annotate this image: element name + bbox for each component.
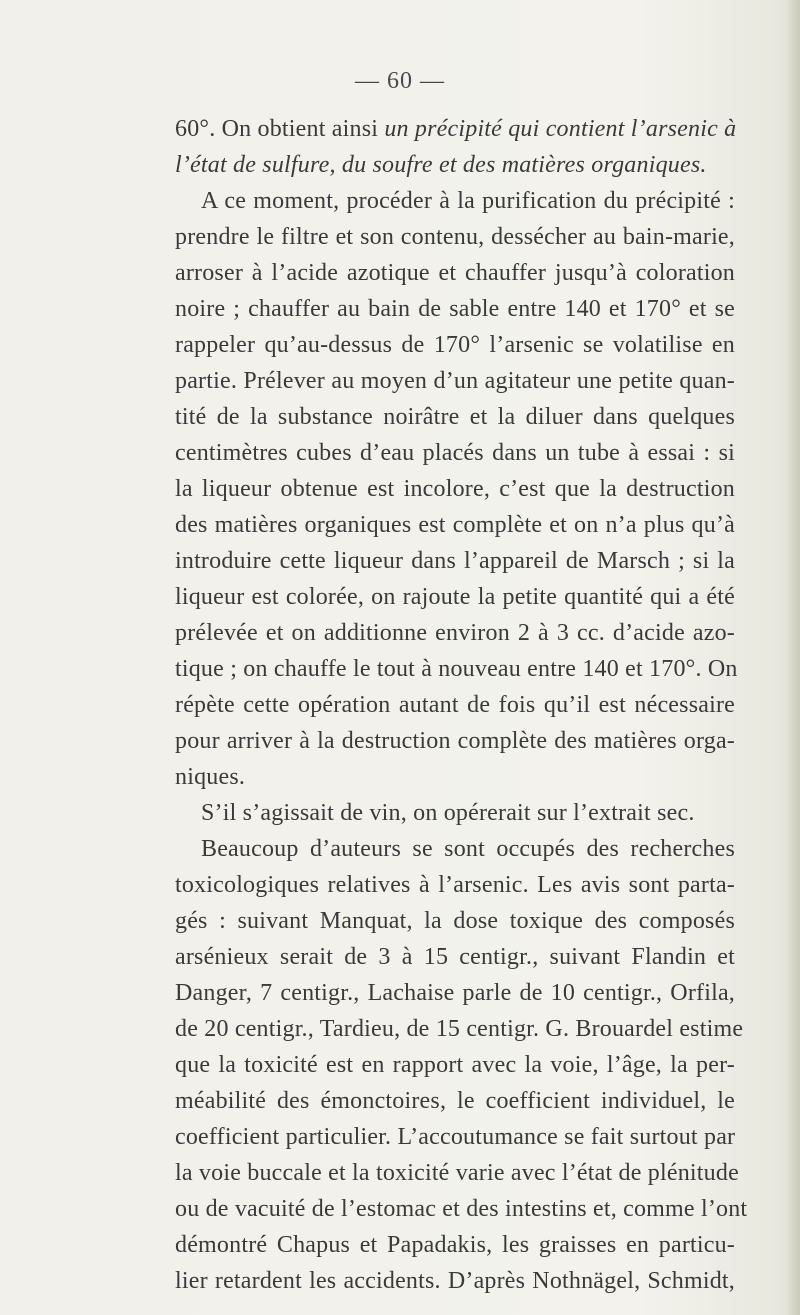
text-run: coefficient particulier. L’accoutumance se fait surtout par xyxy=(175,1124,736,1150)
text-line xyxy=(175,399,735,435)
text-run: partie. Prélever au moyen d’un agitateur une petite quan- xyxy=(175,368,735,394)
text-line xyxy=(175,111,735,147)
text-run: démontré Chapus et Papadakis, les graisses en particu- xyxy=(175,1232,735,1258)
page-edge-shadow xyxy=(786,0,800,1315)
text-line xyxy=(175,903,735,939)
text-run: Beaucoup d’auteurs se sont occupés des recherches xyxy=(201,836,735,862)
text-line xyxy=(175,1011,744,1047)
text-line xyxy=(175,1155,739,1191)
text-line xyxy=(175,183,735,219)
text-line xyxy=(175,219,735,255)
text-line xyxy=(175,867,735,903)
text-run: tité de la substance noirâtre et la diluer dans quelques xyxy=(175,404,735,430)
italic-run: l’état de sulfure, du soufre et des matières organiques. xyxy=(175,152,707,178)
text-line xyxy=(175,651,738,687)
text-line xyxy=(175,543,735,579)
text-line xyxy=(175,255,735,291)
text-line xyxy=(175,435,735,471)
text-run: que la toxicité est en rapport avec la voie, l’âge, la per- xyxy=(175,1052,735,1078)
text-run: liqueur est colorée, on rajoute la petite quantité qui a été xyxy=(175,584,735,610)
text-run: niques. xyxy=(175,764,246,790)
text-line xyxy=(175,975,735,1011)
text-line xyxy=(175,1191,748,1227)
page-number-header: — 60 — xyxy=(355,68,445,94)
text-line xyxy=(175,1263,735,1299)
text-line xyxy=(175,795,735,831)
text-run: S’il s’agissait de vin, on opérerait sur l’extrait sec. xyxy=(201,800,695,826)
text-run: toxicologiques relatives à l’arsenic. Les avis sont parta- xyxy=(175,872,735,898)
text-line xyxy=(175,1083,735,1119)
text-line xyxy=(175,327,735,363)
text-run: noire ; chauffer au bain de sable entre 140 et 170° et se xyxy=(175,296,735,322)
text-run: des matières organiques est complète et on n’a plus qu’à xyxy=(175,512,735,538)
text-line xyxy=(175,723,735,759)
text-run: gés : suivant Manquat, la dose toxique des composés xyxy=(175,908,735,934)
text-run: répète cette opération autant de fois qu’il est nécessaire xyxy=(175,692,735,718)
text-line xyxy=(175,1227,735,1263)
text-run: la voie buccale et la toxicité varie avec l’état de plénitude xyxy=(175,1160,739,1186)
text-run: Danger, 7 centigr., Lachaise parle de 10 centigr., Orfila, xyxy=(175,980,735,1006)
text-line xyxy=(175,615,735,651)
text-run: ou de vacuité de l’estomac et des intestins et, comme l’ont xyxy=(175,1196,748,1222)
italic-run: un précipité qui contient l’arsenic à xyxy=(384,116,737,142)
text-run: 60°. On obtient ainsi xyxy=(175,116,385,142)
text-run: pour arriver à la destruction complète des matières orga- xyxy=(175,728,735,754)
text-line xyxy=(175,1047,735,1083)
text-line xyxy=(175,939,735,975)
text-run: méabilité des émonctoires, le coefficient individuel, le xyxy=(175,1088,735,1114)
text-run: introduire cette liqueur dans l’appareil de Marsch ; si la xyxy=(175,548,735,574)
text-line xyxy=(175,759,735,795)
text-line xyxy=(175,291,735,327)
text-run: A ce moment, procéder à la purification du précipité : xyxy=(201,188,735,214)
text-run: centimètres cubes d’eau placés dans un tube à essai : si xyxy=(175,440,735,466)
text-run: de 20 centigr., Tardieu, de 15 centigr. G. Brouardel estime xyxy=(175,1016,744,1042)
text-run: rappeler qu’au-dessus de 170° l’arsenic se volatilise en xyxy=(175,332,735,358)
text-run: tique ; on chauffe le tout à nouveau entre 140 et 170°. On xyxy=(175,656,738,682)
text-run: arroser à l’acide azotique et chauffer jusqu’à coloration xyxy=(175,260,735,286)
text-line xyxy=(175,1119,735,1155)
text-line xyxy=(175,363,735,399)
text-line xyxy=(175,579,735,615)
text-line xyxy=(175,687,735,723)
text-run: arsénieux serait de 3 à 15 centigr., suivant Flandin et xyxy=(175,944,735,970)
text-run: prendre le filtre et son contenu, dessécher au bain-marie, xyxy=(175,224,735,250)
text-line xyxy=(175,507,735,543)
text-line xyxy=(175,147,735,183)
text-run: lier retardent les accidents. D’après Nothnägel, Schmidt, xyxy=(175,1268,735,1294)
text-run: la liqueur obtenue est incolore, c’est que la destruction xyxy=(175,476,735,502)
text-run: prélevée et on additionne environ 2 à 3 cc. d’acide azo- xyxy=(175,620,735,646)
text-line xyxy=(175,471,735,507)
body-text xyxy=(175,111,748,1299)
text-line xyxy=(175,831,735,867)
